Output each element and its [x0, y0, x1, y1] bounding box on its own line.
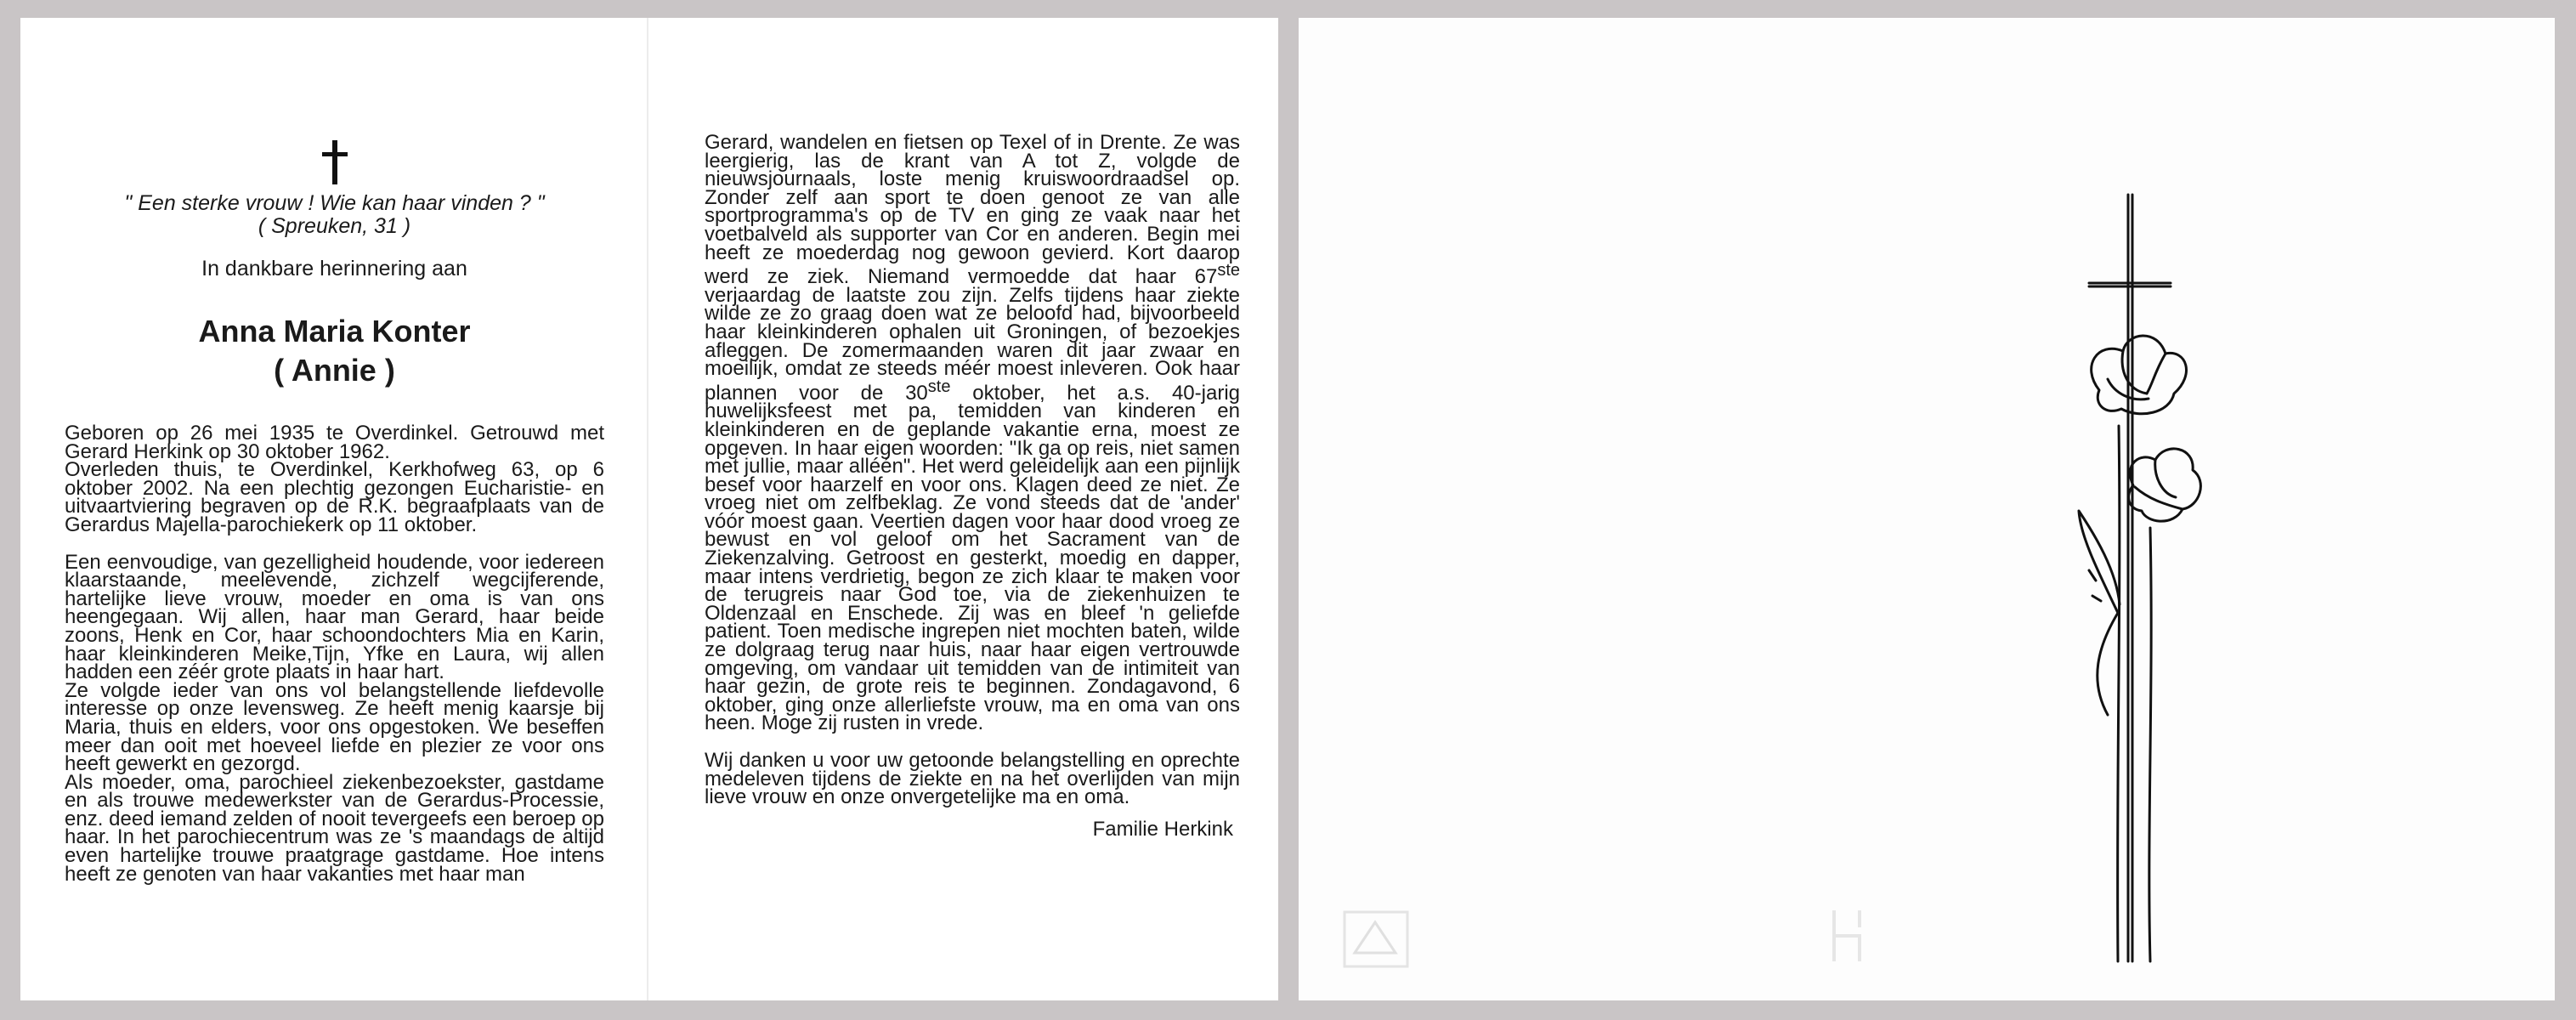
- death-burial-paragraph: Overleden thuis, te Overdinkel, Kerkhofweg 63, op 6 oktober 2002. Na een plechtig gezongen Eucharistie- en uitvaartviering begraven op de R.K. begraafplaats van de Gerardus Majella-parochiekerk op 11 oktober.: [65, 458, 604, 536]
- bible-quote: " Een sterke vrouw ! Wie kan haar vinden ? ": [124, 191, 545, 215]
- superscript: ste: [1217, 261, 1240, 280]
- family-signature: Familie Herkink: [1092, 817, 1233, 841]
- life-story-paragraph: Gerard, wandelen en fietsen op Texel of in Drente. Ze was leergierig, las de krant van A tot Z, volgde de nieuwsjournaals, loste menig kruiswoordraadsel op. Zonder zelf aan sport te doen genoot ze van alle sportprogramma's op de TV en ging ze vaak naar het voetbalveld als supporter van Cor en anderen. Begin mei heeft ze moederdag nog gewoon gevierd. Kort daarop werd ze ziek. Niemand vermoedde dat haar 67ste verjaardag de laatste zou zijn. Zelfs tijdens haar ziekte wilde ze zo graag doen wat ze beloofd had, bijvoorbeeld haar kleinkinderen ophalen uit Groningen, of bezoekjes afleggen. De zomermaanden waren dit jaar zwaar en moeilijk, omdat ze steeds méér moest inleveren. Ook haar plannen voor de 30ste oktober, het a.s. 40-jarig huwelijksfeest met pa, temidden van kinderen en kleinkinderen en de geplande vakantie erna, moest ze opgeven. In haar eigen woorden: "Ik ga op reis, niet samen met jullie, maar alléén". Het werd geleidelijk aan een pijnlijk besef voor haarzelf en voor ons. Klagen deed ze niet. Ze vroeg niet om zelfbeklag. Ze vond steeds dat de 'ander' vóór moest gaan. Veertien dagen voor haar dood vroeg ze bewust en vol geloof om het Sacrament van de Ziekenzalving. Getroost en gesterkt, moedig en dapper, maar intens verdrietig, begon ze zich klaar te maken voor de terugreis naar God toe, via de ziekenhuizen te Oldenzaal en Enschede. Zij was en bleef 'n geliefde patient. Toen medische ingrepen niet mochten baten, wilde ze dolgraag terug naar huis, naar haar eigen vertrouwde omgeving, om vandaar uit temidden van de intimiteit van haar gezin, de grote reis te beginnen. Zondagavond, 6 oktober, ging onze allerliefste vrouw, ma en oma van ons heen. Moge zij rusten in vrede.: [705, 131, 1240, 735]
- superscript: ste: [927, 377, 951, 396]
- deceased-nickname: ( Annie ): [274, 353, 395, 388]
- text-panel-right: [705, 133, 1240, 839]
- cross-with-poppies-icon: [2047, 171, 2216, 987]
- quote-source: ( Spreuken, 31 ): [258, 214, 411, 238]
- printer-mark: [1817, 902, 1885, 970]
- roles-paragraph: Als moeder, oma, parochieel ziekenbezoekster, gastdame en als trouwe medewerkster van de Gerardus-Processie, enz. deed iemand zelden of nooit tevergeefs een beroep op haar. In het parochiecentrum was ze 's maandags de altijd even hartelijke trouwe praatgrage gastdame. Hoe intens heeft ze genoten van haar vakanties met haar man: [65, 770, 604, 886]
- printer-mark: [1343, 910, 1411, 970]
- dedication-line: In dankbare herinnering aan: [201, 257, 467, 280]
- deceased-name: Anna Maria Konter: [198, 314, 471, 348]
- thanks-paragraph: Wij danken u voor uw getoonde belangstelling en oprechte medeleven tijdens de ziekte en na het overlijden van mijn lieve vrouw en onze onvergetelijke ma en oma.: [705, 749, 1240, 809]
- text-panel-left: [65, 137, 604, 886]
- tribute-paragraph: Een eenvoudige, van gezelligheid houdende, voor iedereen klaarstaande, meelevende, zichzelf wegcijferende, hartelijke lieve vrouw, moeder en oma is van ons heengegaan. Wij allen, haar man Gerard, haar beide zoons, Henk en Cor, haar schoondochters Mia en Karin, haar kleinkinderen Meike,Tijn, Yfke en Laura, wij allen hadden een zéér grote plaats in haar hart.: [65, 550, 604, 684]
- card-front: [1299, 18, 2555, 1000]
- card-inside: [20, 18, 1278, 1000]
- cross-icon: [318, 137, 352, 188]
- birth-marriage-paragraph: Geboren op 26 mei 1935 te Overdinkel. Getrouwd met Gerard Herkink op 30 oktober 1962.: [65, 422, 604, 463]
- life-paragraph: Ze volgde ieder van ons vol belangstellende liefdevolle interesse op onze levensweg. Ze heeft menig kaarsje bij Maria, thuis en elders, voor ons opgestoken. We beseffen meer dan ooit met hoeveel liefde en plezier ze voor ons heeft gewerkt en gezorgd.: [65, 678, 604, 776]
